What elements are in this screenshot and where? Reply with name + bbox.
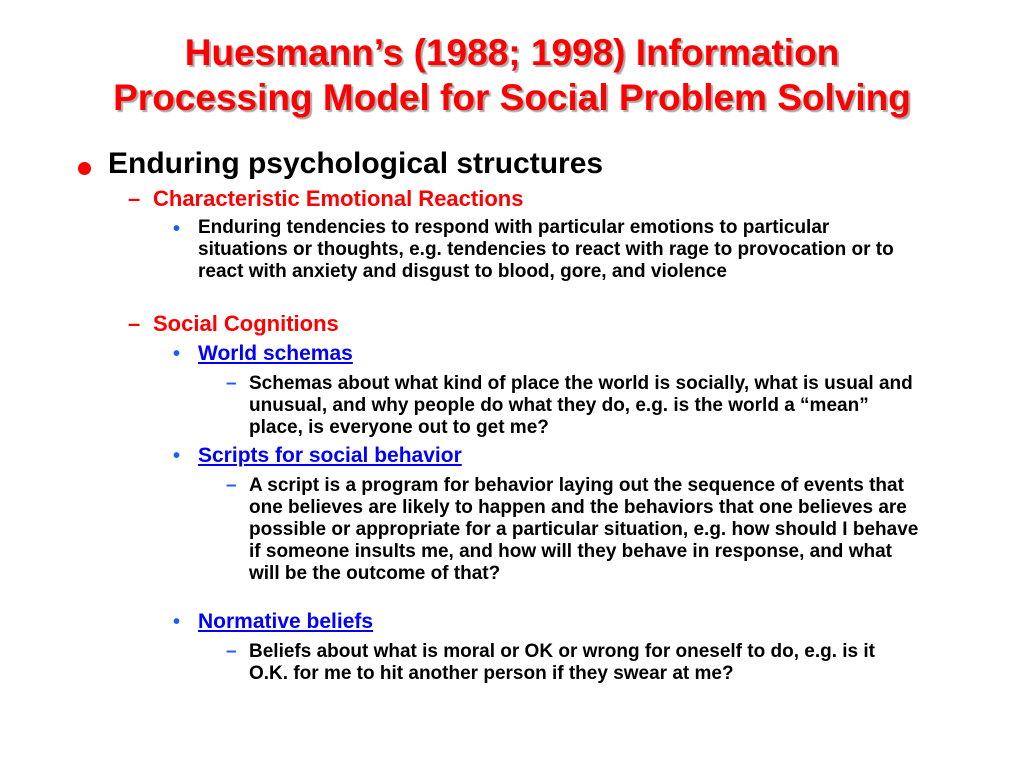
heading-enduring-structures: Enduring psychological structures — [108, 147, 604, 180]
dash-marker-icon: – — [226, 373, 237, 394]
normative-beliefs-detail: Beliefs about what is moral or OK or wrong for oneself to do, e.g. is it O.K. for me to hit another person if they swear at me? — [249, 641, 876, 684]
bullet-dot-icon: • — [173, 445, 181, 467]
bullet-dot-icon: • — [173, 343, 181, 365]
slide-title-line-1: Huesmann’s (1988; 1998) Information — [184, 32, 840, 73]
subheading-emotional-reactions: Characteristic Emotional Reactions — [153, 186, 524, 211]
bullet-dot-icon: • — [173, 218, 181, 240]
world-schemas-detail: Schemas about what kind of place the world is socially, what is usual and unusual, and why people do what they do, e.g. is the world a “mean” place, is everyone out to get me? — [249, 373, 913, 438]
dash-marker-icon: – — [128, 311, 141, 336]
link-scripts-social-behavior[interactable]: Scripts for social behavior — [198, 444, 462, 467]
slide-title-line-2: Processing Model for Social Problem Solving — [113, 77, 911, 118]
scripts-detail: A script is a program for behavior laying out the sequence of events that one believes are likely to happen and the behaviors that one believes are possible or appropriate for a particular situation, e.g. how should I behave if someone insults me, and how will they behave in response, and what will be the outcome of that? — [249, 475, 919, 584]
dash-marker-icon: – — [226, 641, 237, 662]
subheading-social-cognitions: Social Cognitions — [153, 311, 339, 336]
dash-marker-icon: – — [226, 475, 237, 496]
link-world-schemas[interactable]: World schemas — [198, 342, 353, 365]
bullet-dot-icon — [78, 162, 91, 175]
bullet-dot-icon: • — [173, 611, 181, 633]
emotional-reactions-detail: Enduring tendencies to respond with particular emotions to particular situations or thoughts, e.g. tendencies to react with rage to provocation or to react with anxiety and disgust to blood, gore, and violence — [198, 217, 894, 282]
link-normative-beliefs[interactable]: Normative beliefs — [198, 610, 374, 633]
dash-marker-icon: – — [128, 186, 141, 211]
